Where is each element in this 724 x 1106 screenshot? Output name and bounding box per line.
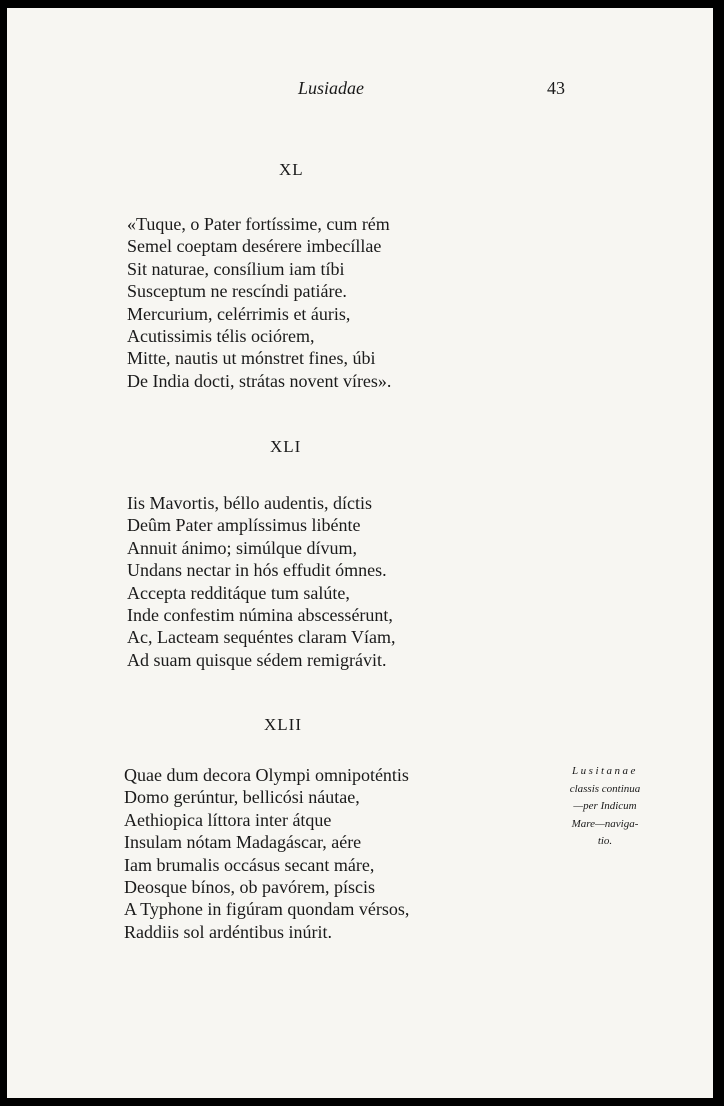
stanza-number-xl: XL bbox=[279, 160, 304, 179]
verse-line: A Typhone in figúram quondam vérsos, bbox=[124, 899, 410, 920]
book-page bbox=[7, 8, 713, 1098]
verse-line: Domo gerúntur, bellicósi náutae, bbox=[124, 787, 360, 808]
verse-line: Aethiopica líttora inter átque bbox=[124, 809, 332, 830]
verse-line: Acutissimis télis ociórem, bbox=[127, 326, 315, 347]
margin-note-line: tio. bbox=[597, 835, 613, 847]
stanza-number-xlii: XLII bbox=[264, 715, 302, 734]
running-head-title: Lusiadae bbox=[298, 78, 365, 98]
verse-line: Mitte, nautis ut mónstret fines, úbi bbox=[127, 348, 376, 369]
verse-line: Undans nectar in hós effudit ómnes. bbox=[127, 560, 387, 581]
margin-note-line: classis continua bbox=[569, 782, 641, 795]
verse-line: Inde confestim númina abscessérunt, bbox=[127, 605, 393, 626]
verse-line: De India docti, strátas novent víres». bbox=[127, 370, 392, 391]
verse-line: Deûm Pater amplíssimus libénte bbox=[127, 515, 361, 536]
verse-line: Susceptum ne rescíndi patiáre. bbox=[127, 281, 347, 302]
verse-line: Iam brumalis occásus secant máre, bbox=[124, 854, 375, 875]
stanza-xli bbox=[127, 492, 396, 671]
verse-line: Mercurium, celérrimis et áuris, bbox=[127, 303, 351, 324]
stanza-number-xli: XLI bbox=[270, 437, 302, 456]
stanza-xl bbox=[127, 213, 391, 392]
verse-line: Accepta redditáque tum salúte, bbox=[127, 582, 350, 603]
verse-line: «Tuque, o Pater fortíssime, cum rém bbox=[127, 214, 390, 234]
verse-line: Semel coeptam desérere imbecíllae bbox=[127, 236, 382, 257]
verse-line: Iis Mavortis, béllo audentis, díctis bbox=[127, 493, 372, 513]
page-number: 43 bbox=[547, 78, 565, 98]
margin-note-line: Mare—naviga- bbox=[571, 817, 639, 830]
margin-note-line: —per Indicum bbox=[573, 800, 637, 812]
marginal-note bbox=[540, 763, 670, 851]
verse-line: Sit naturae, consílium iam tíbi bbox=[127, 258, 345, 279]
verse-line: Quae dum decora Olympi omnipoténtis bbox=[124, 765, 409, 785]
stanza-xlii bbox=[124, 764, 409, 943]
verse-line: Ad suam quisque sédem remigrávit. bbox=[127, 649, 387, 670]
verse-line: Ac, Lacteam sequéntes claram Víam, bbox=[127, 627, 396, 648]
margin-note-line: Lusitanae bbox=[572, 765, 638, 777]
verse-line: Raddiis sol ardéntibus inúrit. bbox=[124, 921, 332, 942]
verse-line: Deosque bínos, ob pavórem, píscis bbox=[124, 877, 375, 898]
verse-line: Insulam nótam Madagáscar, aére bbox=[124, 832, 362, 853]
verse-line: Annuit ánimo; simúlque dívum, bbox=[127, 537, 357, 558]
